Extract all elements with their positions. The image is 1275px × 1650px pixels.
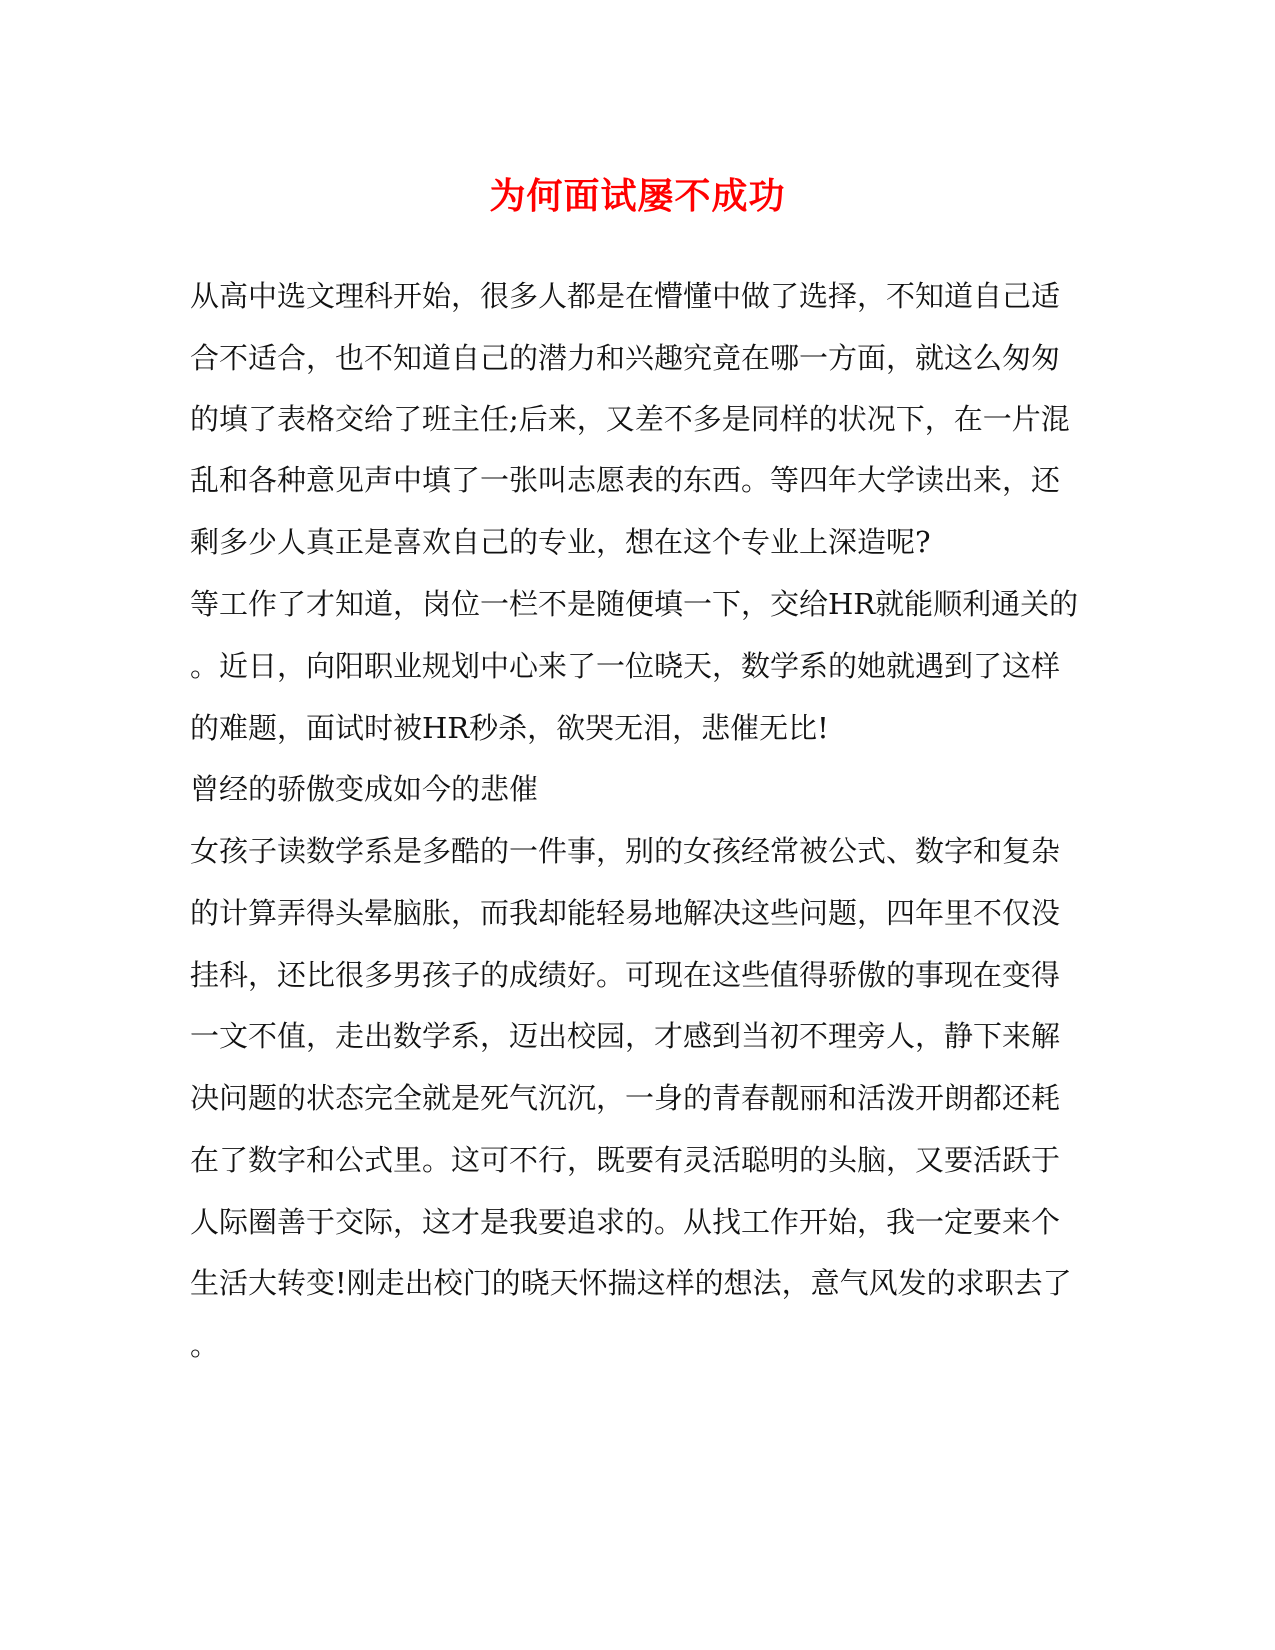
body-line: 。: [190, 1328, 220, 1362]
body-line: 人际圈善于交际，这才是我要追求的。从找工作开始，我一定要来个: [190, 1205, 1061, 1239]
body-line: 。近日，向阳职业规划中心来了一位晓天，数学系的她就遇到了这样: [190, 649, 1061, 683]
body-line: 合不适合，也不知道自己的潜力和兴趣究竟在哪一方面，就这么匆匆: [190, 341, 1061, 375]
body-line: 剩多少人真正是喜欢自己的专业，想在这个专业上深造呢?: [190, 525, 931, 559]
body-line: 一文不值，走出数学系，迈出校园，才感到当初不理旁人，静下来解: [190, 1019, 1061, 1053]
body-line: 在了数字和公式里。这可不行，既要有灵活聪明的头脑，又要活跃于: [190, 1143, 1061, 1177]
body-line: 从高中选文理科开始，很多人都是在懵懂中做了选择，不知道自己适: [190, 279, 1061, 313]
body-line: 女孩子读数学系是多酷的一件事，别的女孩经常被公式、数字和复杂: [190, 834, 1061, 868]
body-line: 决问题的状态完全就是死气沉沉，一身的青春靓丽和活泼开朗都还耗: [190, 1081, 1061, 1115]
body-line: 挂科，还比很多男孩子的成绩好。可现在这些值得骄傲的事现在变得: [190, 958, 1061, 992]
body-line: 生活大转变!刚走出校门的晓天怀揣这样的想法，意气风发的求职去了: [190, 1266, 1072, 1300]
body-line: 等工作了才知道，岗位一栏不是随便填一下，交给HR就能顺利通关的: [190, 587, 1079, 621]
body-line: 的填了表格交给了班主任;后来，又差不多是同样的状况下，在一片混: [190, 402, 1070, 436]
section-heading: 曾经的骄傲变成如今的悲催: [190, 772, 539, 806]
body-line: 乱和各种意见声中填了一张叫志愿表的东西。等四年大学读出来，还: [190, 463, 1061, 497]
body-line: 的计算弄得头晕脑胀，而我却能轻易地解决这些问题，四年里不仅没: [190, 896, 1061, 930]
body-line: 的难题，面试时被HR秒杀，欲哭无泪，悲催无比!: [190, 711, 829, 745]
document-title: 为何面试屡不成功: [489, 175, 786, 217]
